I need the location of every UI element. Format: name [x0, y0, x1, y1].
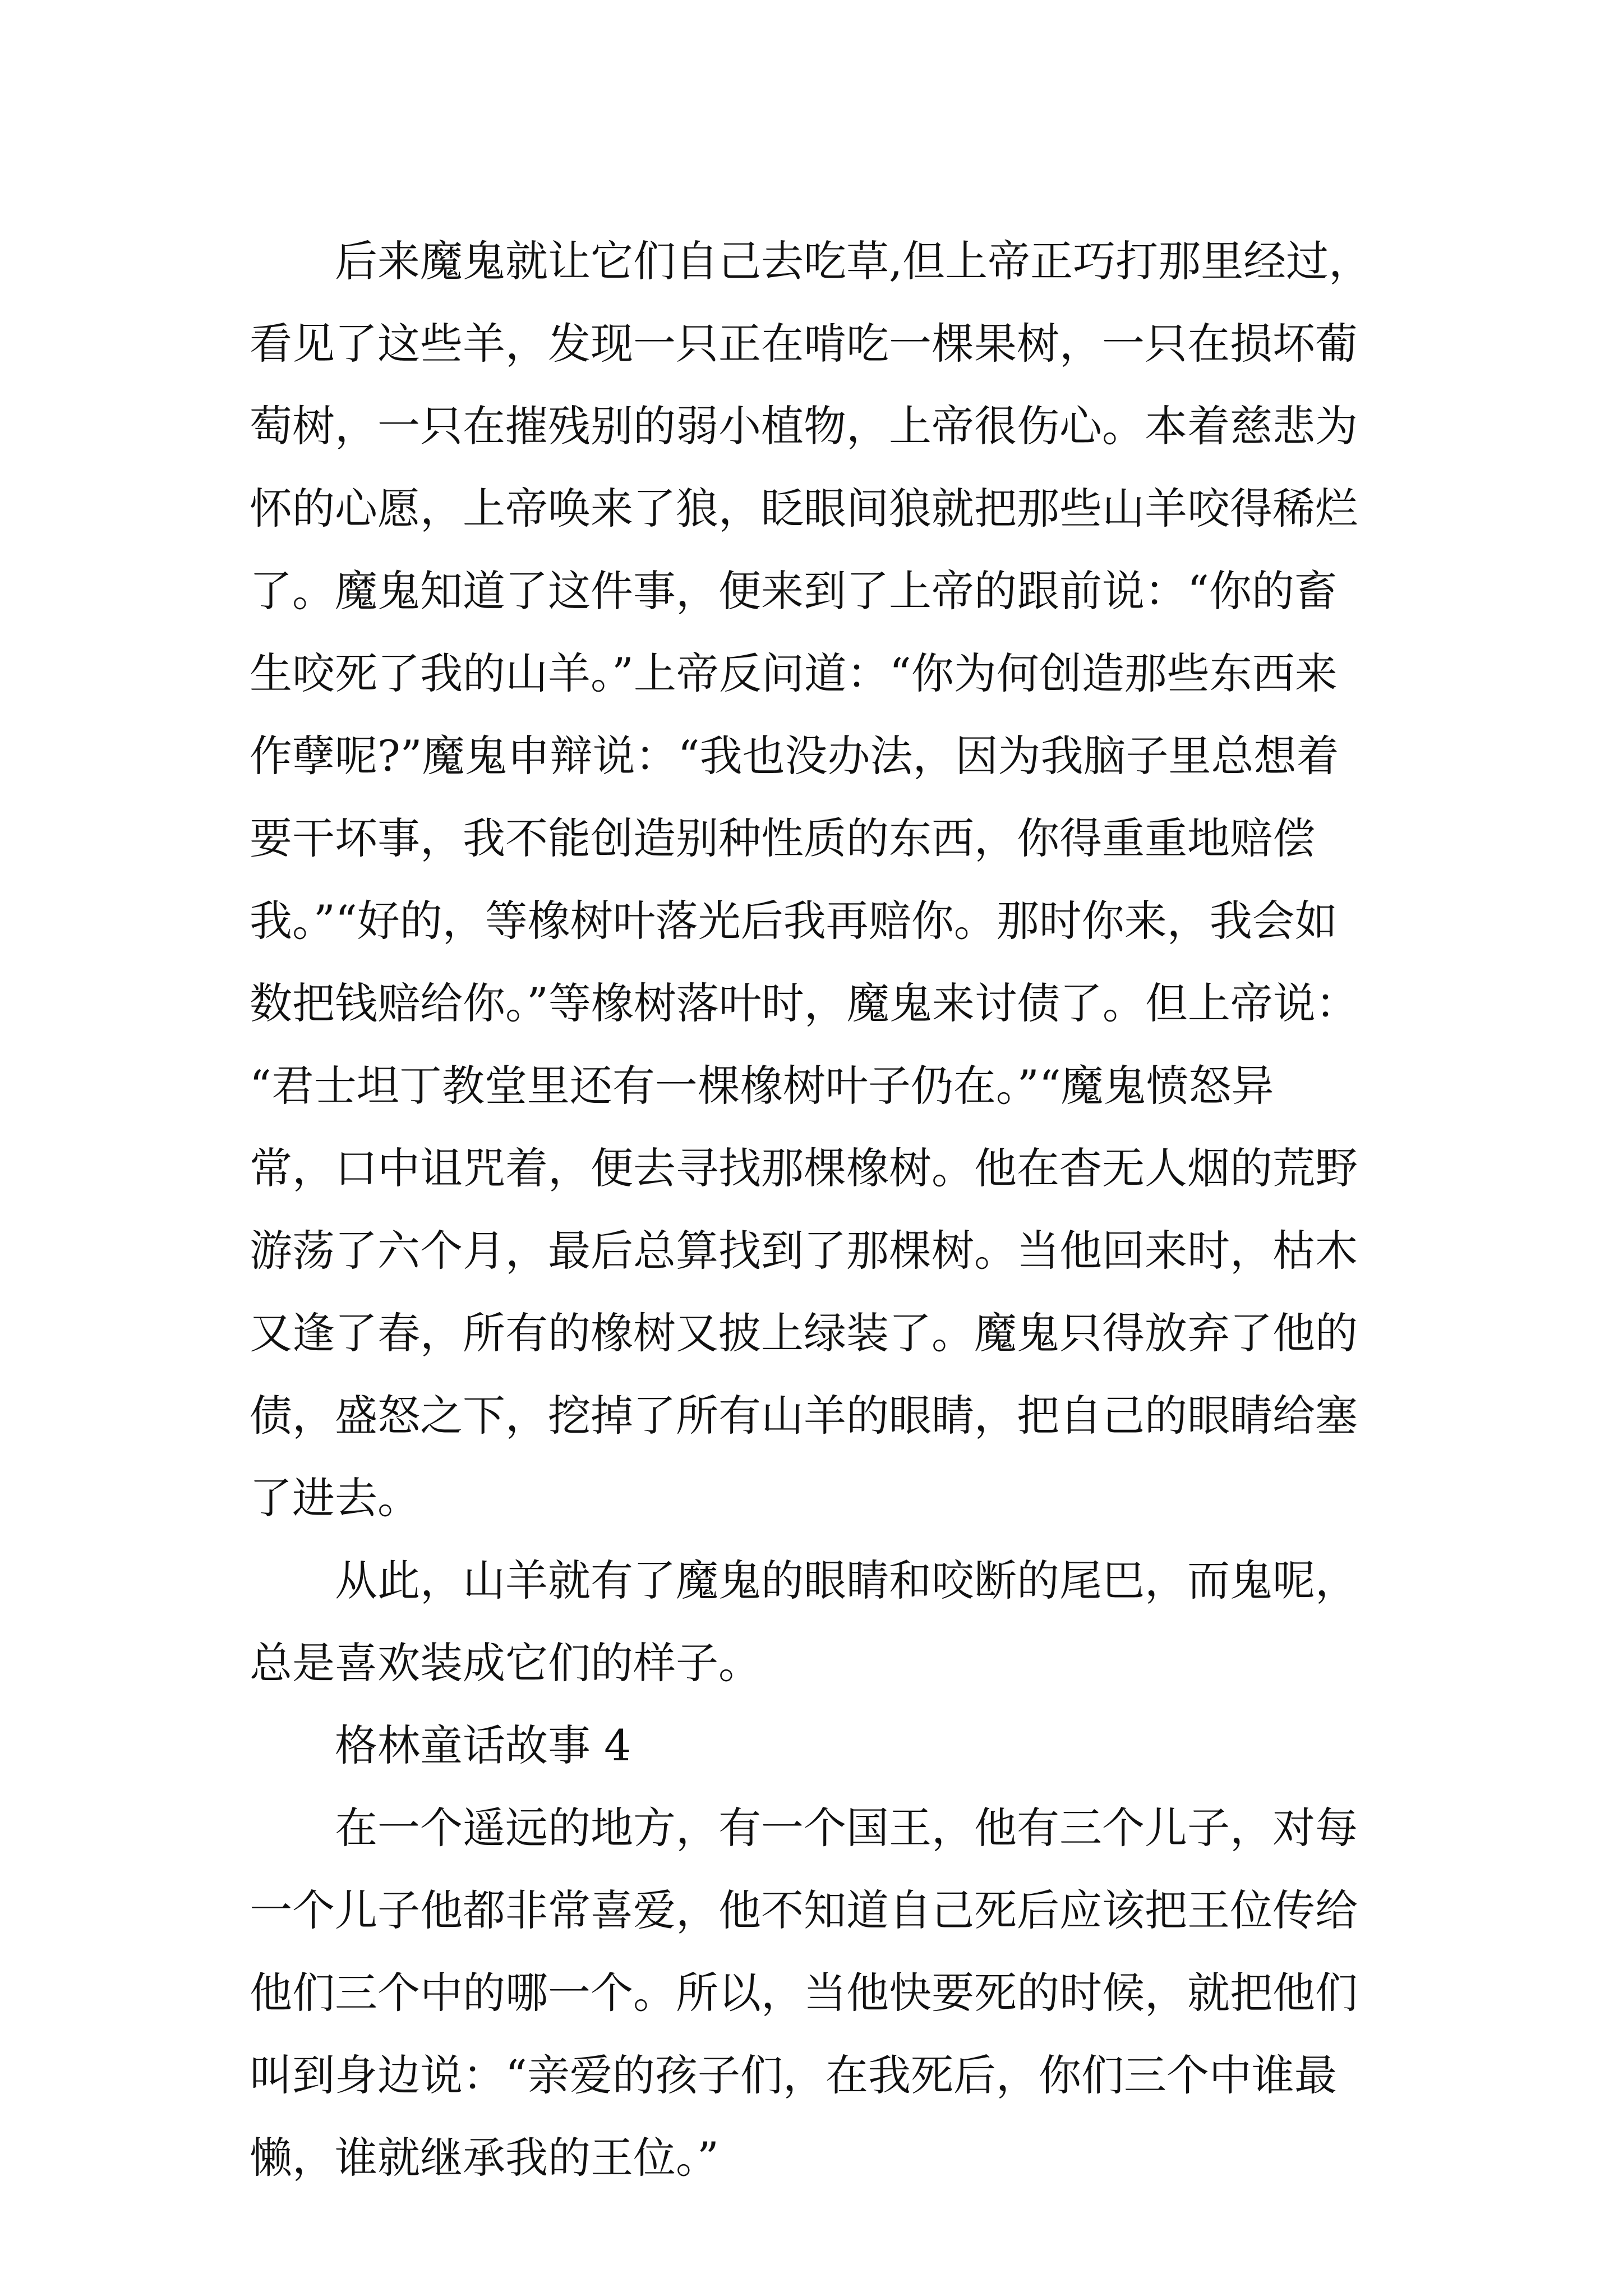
document-body	[250, 220, 1377, 2199]
text-line: 了进去。	[250, 1473, 420, 1523]
text-line: 从此，山羊就有了魔鬼的眼睛和咬断的尾巴，而鬼呢，	[335, 1556, 1358, 1605]
text-line: 又逢了春，所有的橡树又披上绿装了。魔鬼只得放弃了他的	[250, 1308, 1358, 1358]
text-line: 数把钱赔给你。”等橡树落叶时，魔鬼来讨债了。但上帝说：	[250, 978, 1358, 1028]
text-line: 怀的心愿，上帝唤来了狼，眨眼间狼就把那些山羊咬得稀烂	[250, 484, 1358, 533]
text-line: 要干坏事，我不能创造别种性质的东西，你得重重地赔偿	[250, 813, 1315, 863]
text-line: 总是喜欢装成它们的样子。	[250, 1638, 761, 1688]
text-line: 作孽呢?”魔鬼申辩说：“我也没办法，因为我脑子里总想着	[250, 731, 1339, 781]
text-line: 叫到身边说：“亲爱的孩子们，在我死后，你们三个中谁最	[250, 2050, 1337, 2100]
text-line: 游荡了六个月，最后总算找到了那棵树。当他回来时，枯木	[250, 1226, 1358, 1276]
text-line: 懒，谁就继承我的王位。”	[250, 2133, 719, 2183]
text-line: 了。魔鬼知道了这件事，便来到了上帝的跟前说：“你的畜	[250, 566, 1337, 616]
text-line: “君士坦丁教堂里还有一棵橡树叶子仍在。”“魔鬼愤怒异	[250, 1061, 1274, 1111]
text-line: 常，口中诅咒着，便去寻找那棵橡树。他在杳无人烟的荒野	[250, 1143, 1358, 1193]
text-line: 一个儿子他都非常喜爱，他不知道自己死后应该把王位传给	[250, 1885, 1358, 1935]
section-heading: 格林童话故事 4	[335, 1720, 631, 1770]
text-line: 后来魔鬼就让它们自己去吃草,但上帝正巧打那里经过，	[335, 236, 1372, 286]
text-line: 生咬死了我的山羊。”上帝反问道：“你为何创造那些东西来	[250, 648, 1338, 698]
text-line: 看见了这些羊，发现一只正在啃吃一棵果树，一只在损坏葡	[250, 319, 1358, 369]
text-line: 在一个遥远的地方，有一个国王，他有三个儿子，对每	[335, 1803, 1358, 1853]
text-line: 萄树，一只在摧残别的弱小植物，上帝很伤心。本着慈悲为	[250, 401, 1358, 451]
text-line: 他们三个中的哪一个。所以，当他快要死的时候，就把他们	[250, 1968, 1358, 2018]
text-line: 债，盛怒之下，挖掉了所有山羊的眼睛，把自己的眼睛给塞	[250, 1391, 1358, 1441]
text-line: 我。”“好的，等橡树叶落光后我再赔你。那时你来，我会如	[250, 896, 1338, 946]
